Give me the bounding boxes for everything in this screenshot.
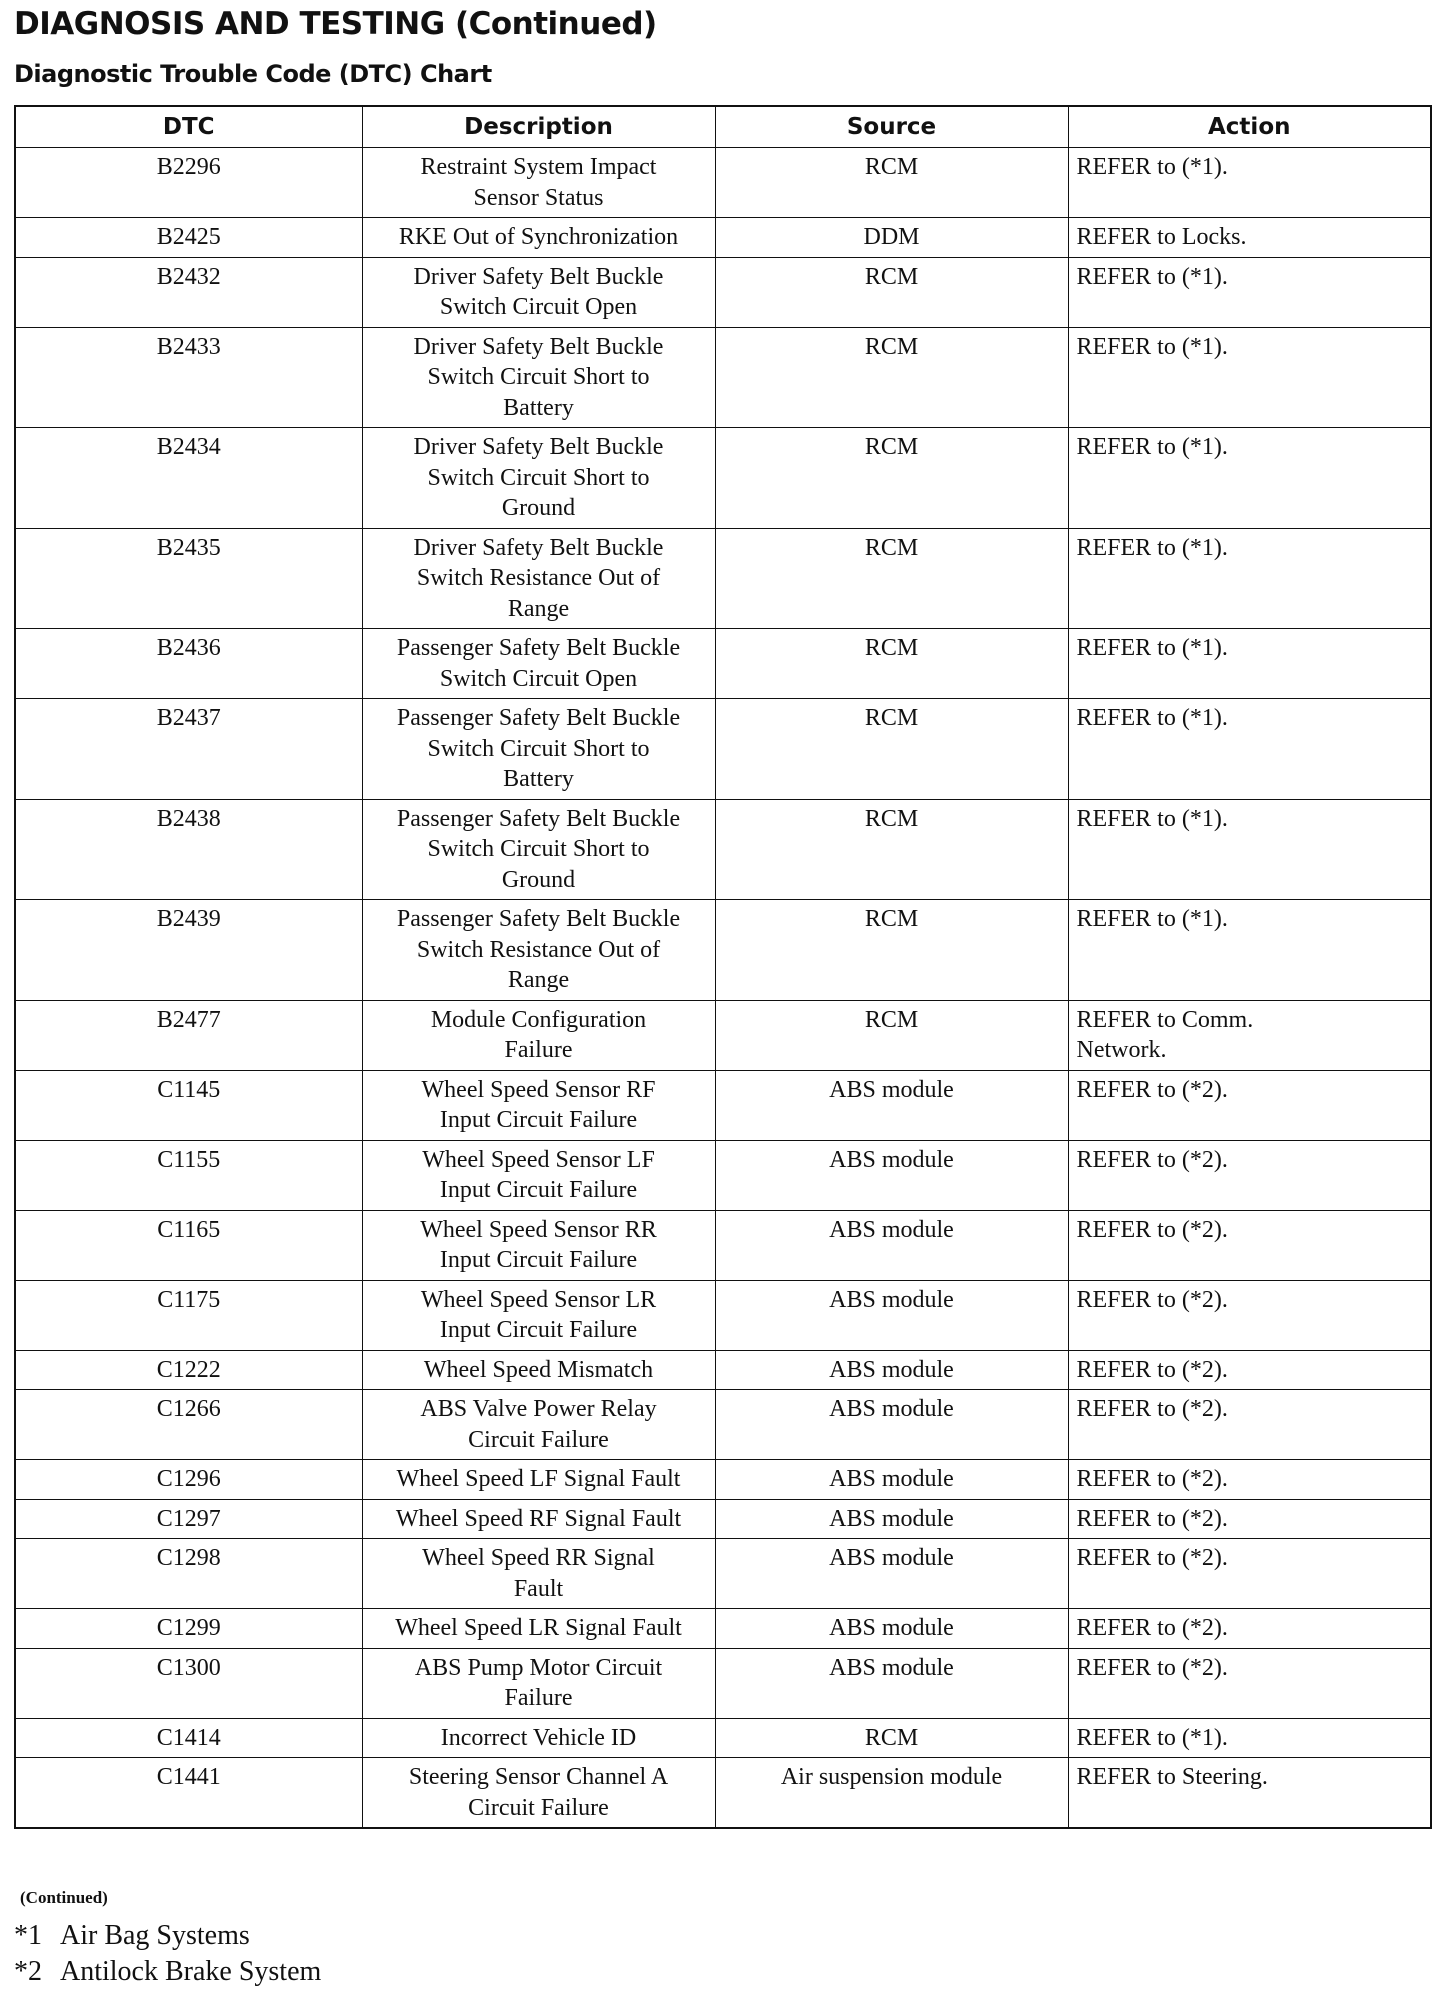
table-row [15,1499,1431,1539]
source-cell: ABS module [715,1280,1068,1350]
action-cell: REFER to Locks. [1068,218,1431,258]
description-cell: Wheel Speed RR Signal Fault [362,1539,715,1609]
table-row [15,699,1431,800]
table-row [15,1609,1431,1649]
description-cell: Passenger Safety Belt Buckle Switch Circuit Short to Ground [362,799,715,900]
action-cell: REFER to Comm. Network. [1068,1000,1431,1070]
description-cell: Steering Sensor Channel A Circuit Failure [362,1758,715,1829]
action-cell: REFER to (*1). [1068,148,1431,218]
dtc-code-cell: B2432 [15,257,362,327]
source-cell: RCM [715,1000,1068,1070]
dtc-code-cell: C1298 [15,1539,362,1609]
dtc-code-cell: C1165 [15,1210,362,1280]
description-cell: Wheel Speed Sensor LF Input Circuit Failure [362,1140,715,1210]
description-cell: Driver Safety Belt Buckle Switch Resistance Out of Range [362,528,715,629]
description-cell: Passenger Safety Belt Buckle Switch Circuit Short to Battery [362,699,715,800]
action-cell: REFER to (*2). [1068,1070,1431,1140]
column-header-action: Action [1068,106,1431,148]
action-cell: REFER to Steering. [1068,1758,1431,1829]
table-row [15,148,1431,218]
action-cell: REFER to (*1). [1068,629,1431,699]
column-header-source: Source [715,106,1068,148]
action-cell: REFER to (*2). [1068,1210,1431,1280]
source-cell: RCM [715,699,1068,800]
source-cell: ABS module [715,1460,1068,1500]
table-row [15,1390,1431,1460]
action-cell: REFER to (*1). [1068,528,1431,629]
table-body [15,148,1431,1829]
dtc-code-cell: B2438 [15,799,362,900]
source-cell: ABS module [715,1390,1068,1460]
table-row [15,1000,1431,1070]
table-row [15,528,1431,629]
source-cell: RCM [715,428,1068,529]
description-cell: Wheel Speed RF Signal Fault [362,1499,715,1539]
column-header-dtc: DTC [15,106,362,148]
description-cell: ABS Valve Power Relay Circuit Failure [362,1390,715,1460]
dtc-chart-table [14,105,1432,1829]
source-cell: ABS module [715,1350,1068,1390]
source-cell: RCM [715,327,1068,428]
source-cell: DDM [715,218,1068,258]
table-row [15,1210,1431,1280]
footnotes [14,1918,321,1990]
dtc-code-cell: C1296 [15,1460,362,1500]
footnote-text: Air Bag Systems [60,1920,250,1951]
table-row [15,1718,1431,1758]
dtc-code-cell: B2435 [15,528,362,629]
description-cell: Passenger Safety Belt Buckle Switch Resistance Out of Range [362,900,715,1001]
table-row [15,1648,1431,1718]
description-cell: Wheel Speed LF Signal Fault [362,1460,715,1500]
action-cell: REFER to (*2). [1068,1140,1431,1210]
source-cell: ABS module [715,1539,1068,1609]
description-cell: Wheel Speed Mismatch [362,1350,715,1390]
source-cell: RCM [715,900,1068,1001]
dtc-code-cell: C1297 [15,1499,362,1539]
page-title: DIAGNOSIS AND TESTING (Continued) [14,6,657,42]
action-cell: REFER to (*2). [1068,1648,1431,1718]
action-cell: REFER to (*1). [1068,900,1431,1001]
table-row [15,218,1431,258]
action-cell: REFER to (*1). [1068,699,1431,800]
description-cell: Wheel Speed Sensor RF Input Circuit Failure [362,1070,715,1140]
dtc-code-cell: C1222 [15,1350,362,1390]
source-cell: RCM [715,629,1068,699]
source-cell: ABS module [715,1499,1068,1539]
description-cell: ABS Pump Motor Circuit Failure [362,1648,715,1718]
description-cell: Module Configuration Failure [362,1000,715,1070]
source-cell: ABS module [715,1609,1068,1649]
table-row [15,1460,1431,1500]
dtc-code-cell: C1299 [15,1609,362,1649]
description-cell: Wheel Speed Sensor RR Input Circuit Failure [362,1210,715,1280]
description-cell: Driver Safety Belt Buckle Switch Circuit Open [362,257,715,327]
source-cell: RCM [715,148,1068,218]
table-row [15,1280,1431,1350]
dtc-code-cell: B2434 [15,428,362,529]
dtc-code-cell: C1175 [15,1280,362,1350]
footnote-text: Antilock Brake System [60,1956,322,1987]
source-cell: ABS module [715,1070,1068,1140]
source-cell: ABS module [715,1648,1068,1718]
table-header-row [15,106,1431,148]
dtc-code-cell: B2439 [15,900,362,1001]
action-cell: REFER to (*2). [1068,1539,1431,1609]
description-cell: Restraint System Impact Sensor Status [362,148,715,218]
source-cell: RCM [715,1718,1068,1758]
dtc-code-cell: C1155 [15,1140,362,1210]
action-cell: REFER to (*2). [1068,1609,1431,1649]
table-row [15,900,1431,1001]
column-header-description: Description [362,106,715,148]
action-cell: REFER to (*2). [1068,1460,1431,1500]
dtc-code-cell: B2296 [15,148,362,218]
source-cell: RCM [715,257,1068,327]
description-cell: Driver Safety Belt Buckle Switch Circuit Short to Battery [362,327,715,428]
action-cell: REFER to (*2). [1068,1499,1431,1539]
description-cell: Driver Safety Belt Buckle Switch Circuit Short to Ground [362,428,715,529]
footnote-key: *1 [14,1920,42,1951]
action-cell: REFER to (*1). [1068,428,1431,529]
table-row [15,799,1431,900]
section-title: Diagnostic Trouble Code (DTC) Chart [14,60,492,88]
dtc-code-cell: B2425 [15,218,362,258]
action-cell: REFER to (*2). [1068,1280,1431,1350]
source-cell: RCM [715,799,1068,900]
table-row [15,1758,1431,1829]
action-cell: REFER to (*1). [1068,257,1431,327]
action-cell: REFER to (*1). [1068,327,1431,428]
description-cell: Wheel Speed LR Signal Fault [362,1609,715,1649]
source-cell: ABS module [715,1210,1068,1280]
table-row [15,1350,1431,1390]
source-cell: ABS module [715,1140,1068,1210]
action-cell: REFER to (*1). [1068,1718,1431,1758]
action-cell: REFER to (*2). [1068,1350,1431,1390]
dtc-code-cell: C1145 [15,1070,362,1140]
table-row [15,1539,1431,1609]
footnote-item [14,1954,321,1990]
dtc-code-cell: C1266 [15,1390,362,1460]
dtc-code-cell: B2477 [15,1000,362,1070]
dtc-code-cell: B2433 [15,327,362,428]
dtc-code-cell: C1441 [15,1758,362,1829]
source-cell: Air suspension module [715,1758,1068,1829]
description-cell: RKE Out of Synchronization [362,218,715,258]
action-cell: REFER to (*2). [1068,1390,1431,1460]
description-cell: Incorrect Vehicle ID [362,1718,715,1758]
action-cell: REFER to (*1). [1068,799,1431,900]
table-row [15,1070,1431,1140]
footnote-key: *2 [14,1956,42,1987]
table-row [15,1140,1431,1210]
dtc-code-cell: B2436 [15,629,362,699]
dtc-code-cell: B2437 [15,699,362,800]
source-cell: RCM [715,528,1068,629]
table-row [15,629,1431,699]
continued-note: (Continued) [20,1888,108,1907]
table-row [15,257,1431,327]
footnote-item [14,1918,321,1954]
dtc-code-cell: C1414 [15,1718,362,1758]
description-cell: Wheel Speed Sensor LR Input Circuit Failure [362,1280,715,1350]
dtc-code-cell: C1300 [15,1648,362,1718]
table-row [15,428,1431,529]
description-cell: Passenger Safety Belt Buckle Switch Circuit Open [362,629,715,699]
table-row [15,327,1431,428]
